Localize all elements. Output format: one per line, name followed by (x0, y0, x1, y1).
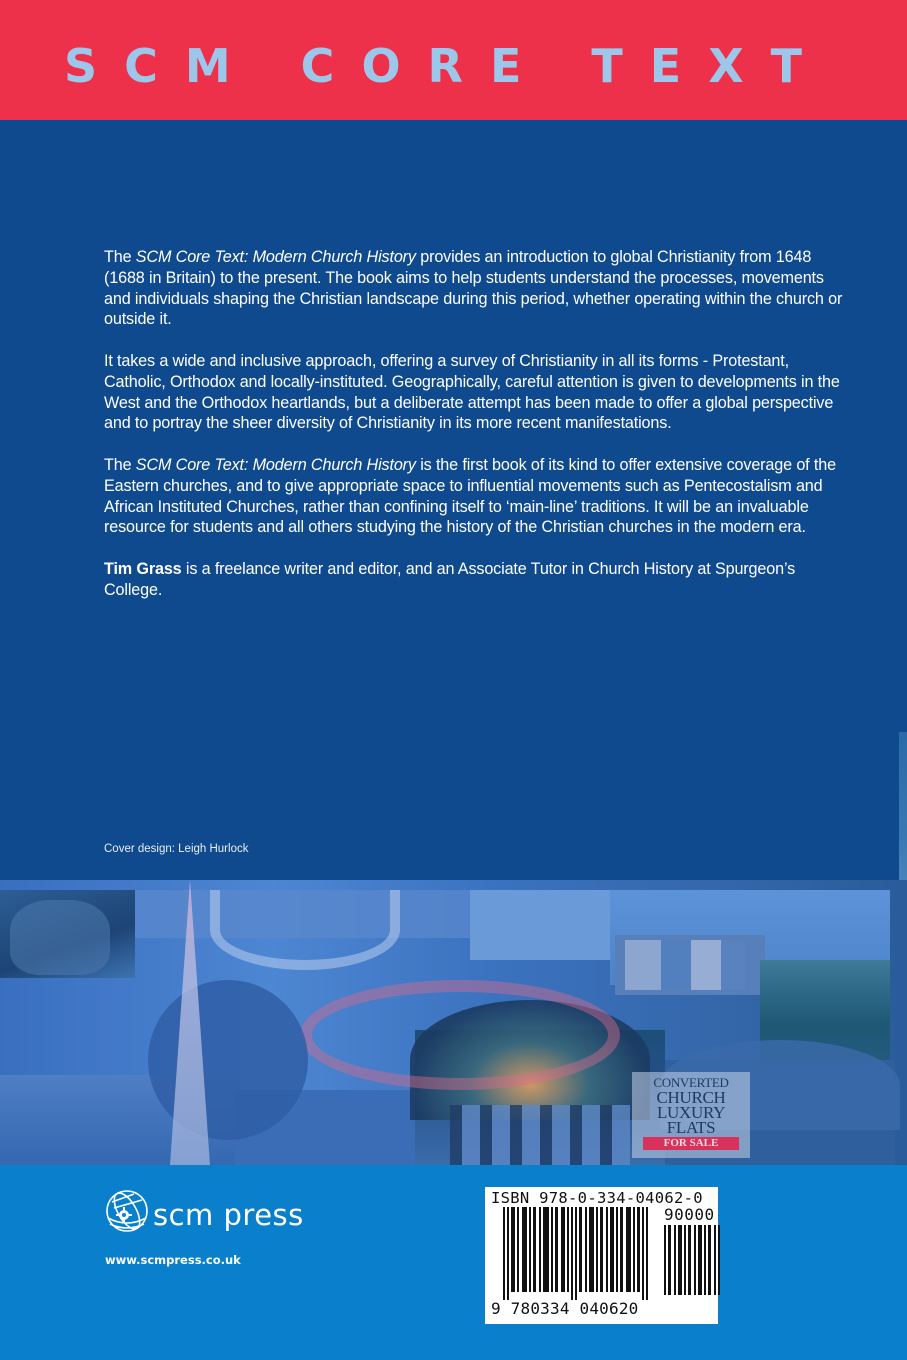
sign-line: FLATS (666, 1118, 716, 1137)
ean-digits: 9 780334 040620 (491, 1299, 639, 1318)
blurb-paragraph-1 (104, 247, 844, 330)
book-title: SCM Core Text: Modern Church History (135, 455, 416, 474)
sign-line: LUXURY (656, 1103, 726, 1122)
fish-symbol-outline (300, 980, 620, 1090)
isbn-label: ISBN 978-0-334-04062-0 (491, 1189, 703, 1207)
blurb-text: The (104, 248, 136, 266)
blurb-paragraph-3 (104, 455, 844, 538)
price-addon-bars (664, 1225, 729, 1295)
book-title: SCM Core Text: Modern Church History (135, 248, 416, 266)
converted-church-sign (632, 1072, 750, 1158)
blurb-text: is the first book of its kind to offer extensive coverage of the Eastern churches, and to give appropriate space to influential movements such as Pentecostalism and African Instituted Churches, rather than confining itself to ‘main-line’ traditions. It will be an invaluable resource for students and all others studying the history of the Christian churches in the modern era. (104, 455, 836, 537)
sign-line: CONVERTED (653, 1075, 729, 1090)
author-bio (104, 559, 844, 601)
series-banner (0, 0, 907, 120)
globe-cog-icon (104, 1188, 150, 1234)
clergy-portrait-image (625, 940, 745, 990)
back-cover-blurb (104, 247, 844, 621)
author-name: Tim Grass (104, 559, 182, 578)
publisher-name: scm press (153, 1198, 304, 1232)
ean-barcode-bars (503, 1207, 648, 1300)
cover-design-credit: Cover design: Leigh Hurlock (104, 843, 249, 855)
publisher-website-link[interactable]: www.scmpress.co.uk (105, 1253, 241, 1267)
author-bio-text: is a freelance writer and editor, and an Associate Tutor in Church History at Spurgeon’s College. (104, 559, 796, 599)
series-title: SCM CORE TEXT (64, 39, 830, 93)
colonnade-image (450, 1105, 630, 1165)
blurb-paragraph-2: It takes a wide and inclusive approach, offering a survey of Christianity in all its forms - Protestant, Catholic, Orthodox and locally-instituted. Geographically, careful attention is given to developments in the West and the Orthodox heartlands, but a deliberate attempt has been made to offer a global perspective and to portray the sheer diversity of Christianity in its more recent manifestations. (104, 351, 840, 433)
price-code: 90000 (664, 1205, 715, 1224)
isbn-barcode (485, 1187, 718, 1324)
for-sale-label: FOR SALE (643, 1137, 739, 1150)
raised-arms-image (210, 890, 400, 970)
collage-tile (470, 890, 610, 960)
blurb-text: provides an introduction to global Christianity from 1648 (1688 in Britain) to the present. The book aims to help students understand the processes, movements and individuals shaping the Christian landscape during this period, whether operating within the church or outside it. (104, 248, 843, 329)
photo-collage (0, 880, 907, 1165)
publisher-logo (104, 1188, 304, 1234)
sign-line: CHURCH (656, 1088, 726, 1107)
portrait-medallion-image (148, 980, 308, 1140)
face-overlay (10, 900, 110, 975)
blurb-text: The (104, 455, 136, 474)
